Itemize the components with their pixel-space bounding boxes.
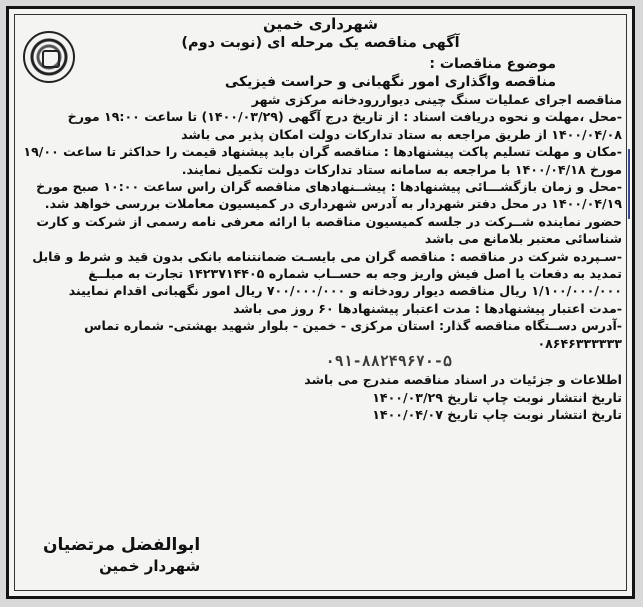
print-date-2: تاریخ انتشار نوبت چاپ تاریخ ۱۴۰۰/۰۴/۰۷ <box>372 406 622 422</box>
notice-subtitle: آگهی مناقصه یک مرحله ای (نوبت دوم) <box>181 35 460 51</box>
topic-label: موضوع مناقصات : <box>429 56 556 72</box>
margin-pen-mark <box>628 149 636 219</box>
paragraph-validity: -مدت اعتبار پیشنهادها : مدت اعتبار پیشنهادها ۶۰ روز می باشد <box>233 300 622 316</box>
paragraph-address: -آدرس دســتگاه مناقصه گذار: استان مرکزی - خمین - بلوار شهید بهشتی- شماره تماس ۰۸۶۴۶۳۳۳۳۳۳ <box>84 318 622 351</box>
paragraph-opening: -محل و زمان بازگشـــائی پیشنهادها : پیشــنهادهای مناقصه گران راس ساعت ۱۰:۰۰ صبح مورخ ۱۴۰۰/۰۴/۱۹ در محل دفتر شهردار به آدرس شهرداری در کمیسیون معاملات بررسی خواهد شد. حضور نماینده شــرکت در جلسه کمیسیون مناقصه با ارائه معرفی نامه رسمی از شرکت و کارت شناسائی معتبر بلامانع می باشد <box>36 179 622 247</box>
notice-header: شهرداری خمین <box>263 15 378 33</box>
signatory-name: ابوالفضل مرتضیان <box>43 535 201 555</box>
paragraph-deposit: -سـپرده شرکت در مناقصه : مناقصه گران می بایسـت ضمانتنامه بانکی بدون قید و شرط و قابل تمدید به دفعات یا اصل فیش واریز وجه به حســاب شماره ۱۴۲۳۷۱۴۴۰۵ تجارت به مبلــغ ۱/۱۰۰/۰۰۰/۰۰۰ ریال مناقصه دیوار رودخانه و ۷۰۰/۰۰۰/۰۰۰ ریال امور نگهبانی اقدام نماییند <box>32 248 622 299</box>
paragraph-documents: -محل ،مهلت و نحوه دریافت اسناد : از تاریخ درج آگهی (۱۴۰۰/۰۳/۲۹) تا ساعت ۱۹:۰۰ مورخ ۱۴۰۰/۰۴/۰۸ از طریق مراجعه به ستاد تدارکات دولت امکان پذیر می باشد <box>67 109 622 142</box>
notice-page <box>6 6 635 599</box>
signature-block <box>43 534 200 576</box>
notice-content <box>19 15 622 590</box>
paragraph-submission: -مکان و مهلت تسلیم پاکت پیشنهادها : مناقصه گران باید پیشنهاد قیمت را حداکثر تا ساعت ۱۹/۰۰ مورخ ۱۴۰۰/۰۴/۱۸ با مراجعه به سامانه ستاد تدارکات دولت تکمیل نمایند. <box>23 144 622 177</box>
info-line: اطلاعات و جزئیات در اسناد مناقصه مندرج می باشد <box>304 372 622 388</box>
topic-value: مناقصه واگذاری امور نگهبانی و حراست فیزیکی <box>224 74 556 90</box>
print-date-1: تاریخ انتشار نوبت چاپ تاریخ ۱۴۰۰/۰۳/۲۹ <box>372 389 622 405</box>
phone-watermark: ۰۹۱-۸۸۲۴۹۶۷۰-۵ <box>325 352 452 371</box>
paragraph-project: مناقصه اجرای عملیات سنگ چینی دیواررودخانه مرکزی شهر <box>251 92 622 107</box>
signatory-title: شهردار خمین <box>99 557 201 575</box>
